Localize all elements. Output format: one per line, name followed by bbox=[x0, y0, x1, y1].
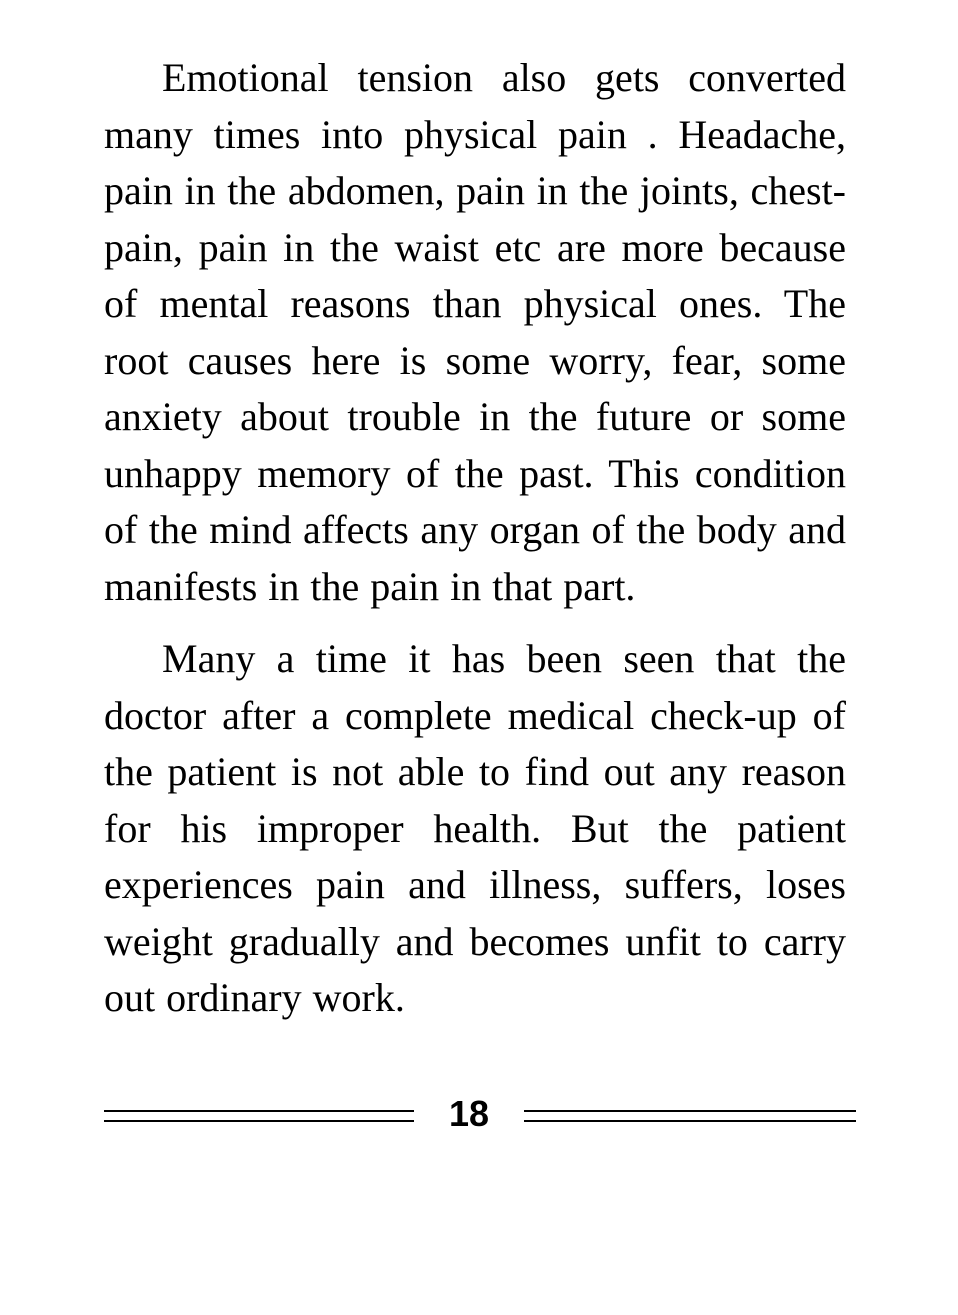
footer-rule-right bbox=[524, 1110, 856, 1126]
page-number: 18 bbox=[448, 1093, 490, 1134]
paragraph-emotional-tension: Emotional tension also gets converted many times into physical pain . Headache, pain in the abdomen, pain in the joints, chest-pain, pain in the waist etc are more because of mental reasons than physical ones. The root causes here is some worry, fear, some anxiety about trouble in the future or some unhappy memory of the past. This condition of the mind affects any organ of the body and manifests in the pain in that part. bbox=[104, 55, 846, 609]
page-body bbox=[104, 50, 846, 1027]
footer-rule-left bbox=[104, 1110, 414, 1126]
page-footer bbox=[104, 1092, 856, 1138]
paragraph-medical-checkup: Many a time it has been seen that the doctor after a complete medical check-up of the patient is not able to find out any reason for his improper health. But the patient experiences pain and illness, suffers, loses weight gradually and becomes unfit to carry out ordinary work. bbox=[104, 636, 846, 1020]
